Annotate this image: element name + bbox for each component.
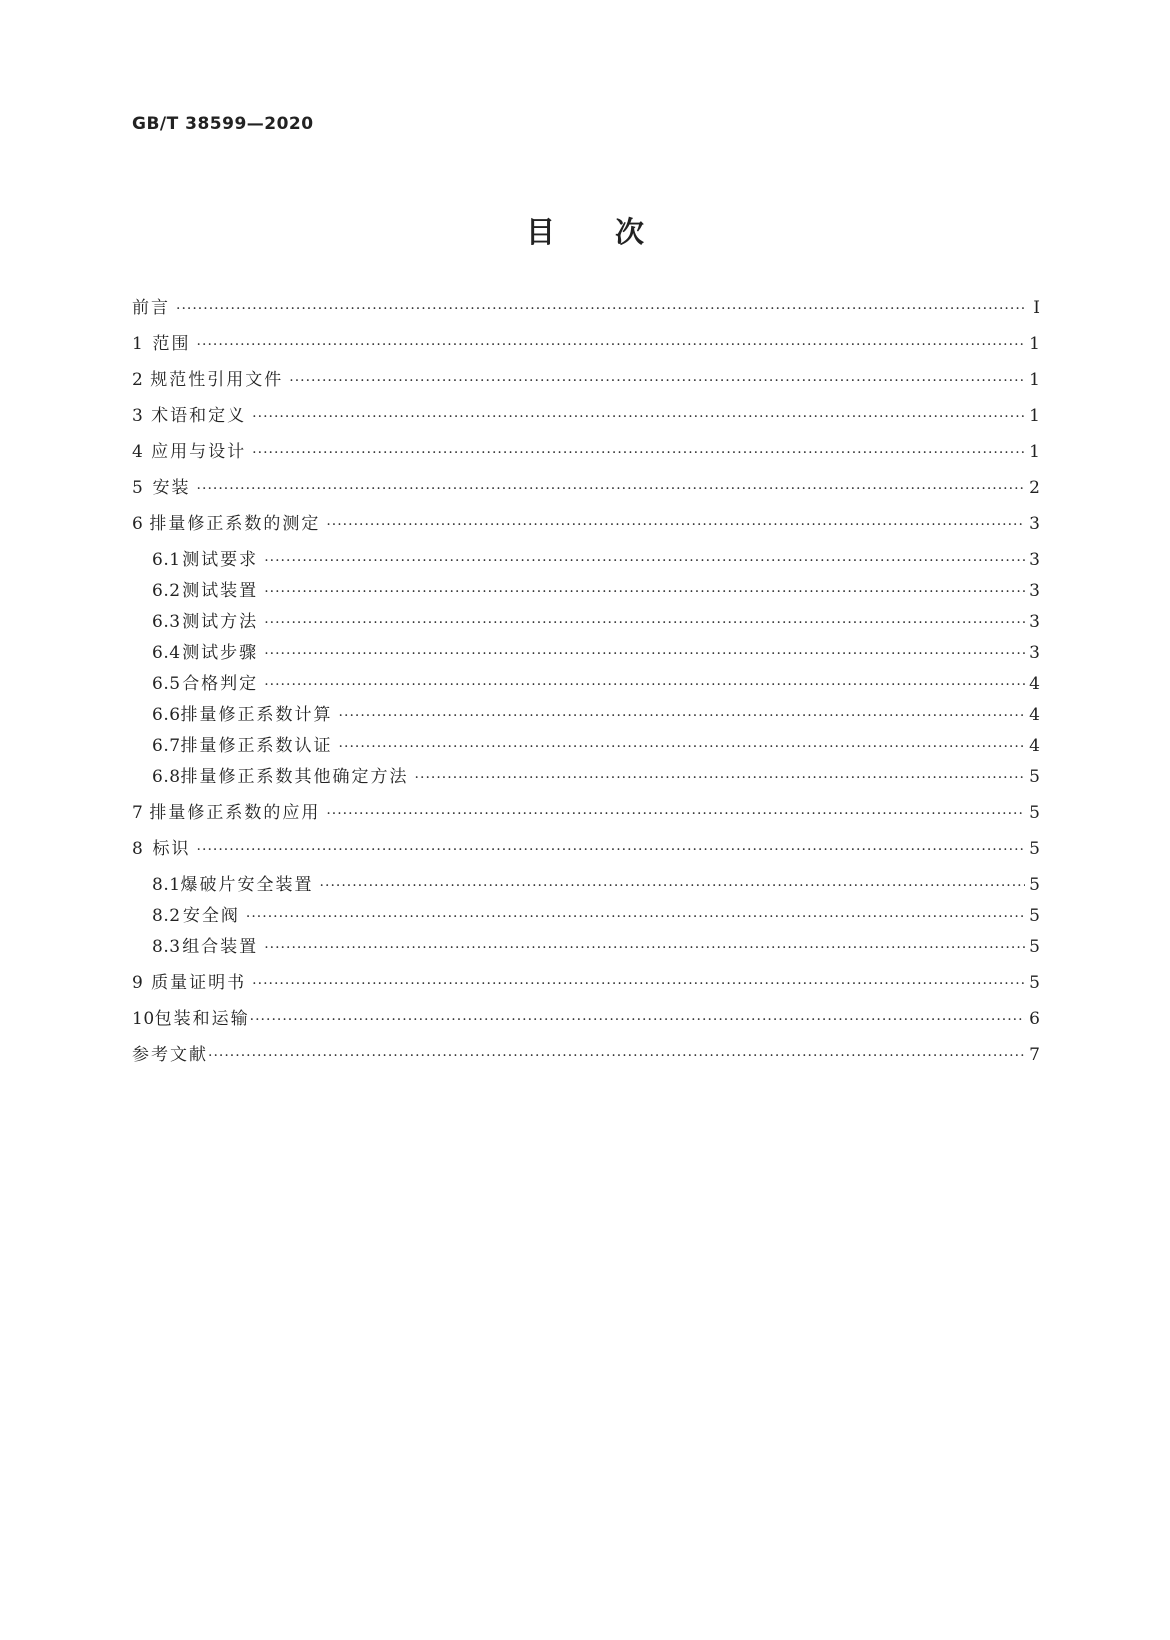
- toc-entry-number: 8: [132, 839, 144, 859]
- toc-entry-9[interactable]: [132, 971, 1040, 995]
- toc-entry-number: 1: [132, 334, 144, 354]
- toc-entry-label: 前言: [132, 298, 170, 318]
- toc-entry-label: 排量修正系数的应用: [149, 803, 321, 823]
- toc-entry-6-6[interactable]: [152, 703, 1040, 727]
- toc-entry-6-7[interactable]: [152, 734, 1040, 758]
- toc-entry-page: 1: [1029, 442, 1040, 462]
- toc-leader-dots: [339, 704, 1026, 728]
- toc-entry-number: 6.6: [152, 705, 181, 725]
- toc-entry-page: 4: [1029, 705, 1040, 725]
- toc-entry-number: 2: [132, 370, 144, 390]
- toc-entry-page: 5: [1029, 839, 1040, 859]
- toc-leader-dots: [197, 333, 1026, 357]
- toc-entry-page: 3: [1029, 612, 1040, 632]
- toc-entry-6[interactable]: [132, 512, 1040, 536]
- toc-leader-dots: [246, 905, 1025, 929]
- toc-entry-6-1[interactable]: [152, 548, 1040, 572]
- toc-entry-label: 合格判定: [182, 674, 259, 694]
- toc-entry-page: 5: [1029, 767, 1040, 787]
- toc-leader-dots: [197, 838, 1026, 862]
- toc-entry-label: 排量修正系数认证: [180, 736, 333, 756]
- toc-entry-label: 规范性引用文件: [150, 370, 284, 390]
- toc-entry-page: 1: [1029, 370, 1040, 390]
- toc-entry-label: 测试方法: [182, 612, 259, 632]
- toc-leader-dots: [339, 735, 1026, 759]
- toc-entry-page: 2: [1029, 478, 1040, 498]
- toc-entry-number: 4: [132, 442, 144, 462]
- toc-entry-number: 8.2: [152, 906, 181, 926]
- toc-entry-6-2[interactable]: [152, 579, 1040, 603]
- toc-entry-1[interactable]: [132, 332, 1040, 356]
- toc-leader-dots: [264, 673, 1025, 697]
- toc-entry-number: 6.7: [152, 736, 181, 756]
- toc-entry-number: 6.1: [152, 550, 181, 570]
- toc-entry-2[interactable]: [132, 368, 1040, 392]
- toc-entry-number: 9: [132, 973, 144, 993]
- toc-entry-number: 8.3: [152, 937, 181, 957]
- toc-leader-dots: [250, 1008, 1026, 1032]
- toc-leader-dots: [264, 549, 1025, 573]
- standard-code: GB/T 38599—2020: [132, 114, 314, 134]
- toc-entry-label: 排量修正系数计算: [180, 705, 333, 725]
- toc-entry-label: 组合装置: [182, 937, 259, 957]
- toc-entry-number: 6.4: [152, 643, 181, 663]
- toc-entry-page: 3: [1029, 550, 1040, 570]
- toc-leader-dots: [176, 297, 1026, 321]
- toc-leader-dots: [320, 874, 1026, 898]
- toc-entry-5[interactable]: [132, 476, 1040, 500]
- toc-entry-label: 测试步骤: [182, 643, 259, 663]
- toc-entry-number: 8.1: [152, 875, 181, 895]
- toc-entry-label: 安全阀: [182, 906, 240, 926]
- toc-entry-label: 术语和定义: [151, 406, 247, 426]
- toc-entry-number: 6.8: [152, 767, 181, 787]
- toc-title: 目次: [525, 215, 704, 249]
- toc-entry-number: 10: [132, 1009, 155, 1029]
- toc-leader-dots: [264, 580, 1025, 604]
- toc-entry-8-1[interactable]: [152, 873, 1040, 897]
- toc-entry-number: 6.5: [152, 674, 181, 694]
- toc-leader-dots: [252, 441, 1025, 465]
- toc-entry-label: 爆破片安全装置: [180, 875, 314, 895]
- toc-entry-3[interactable]: [132, 404, 1040, 428]
- toc-leader-dots: [326, 802, 1025, 826]
- toc-entry-page: 3: [1029, 581, 1040, 601]
- toc-leader-dots: [252, 405, 1025, 429]
- toc-entry-10[interactable]: [132, 1007, 1040, 1031]
- toc-entry-label: 标识: [152, 839, 191, 859]
- toc-entry-label: 排量修正系数其他确定方法: [180, 767, 409, 787]
- toc-entry-label: 参考文献: [132, 1045, 208, 1065]
- toc-leader-dots: [415, 766, 1026, 790]
- toc-entry-number: 6.3: [152, 612, 181, 632]
- toc-leader-dots: [208, 1044, 1025, 1068]
- toc-entry-number: 6: [132, 514, 144, 534]
- toc-entry-label: 质量证明书: [151, 973, 247, 993]
- toc-entry-6-3[interactable]: [152, 610, 1040, 634]
- toc-entry-number: 6.2: [152, 581, 181, 601]
- toc-entry-8-3[interactable]: [152, 935, 1040, 959]
- toc-entry-number: 5: [132, 478, 144, 498]
- toc-entry-references[interactable]: [132, 1043, 1040, 1067]
- toc-entry-8-2[interactable]: [152, 904, 1040, 928]
- toc-entry-page: 5: [1029, 973, 1040, 993]
- toc-entry-label: 安装: [152, 478, 191, 498]
- toc-entry-label: 测试装置: [182, 581, 259, 601]
- toc-entry-7[interactable]: [132, 801, 1040, 825]
- toc-entry-page: Ⅰ: [1033, 298, 1040, 318]
- toc-leader-dots: [326, 513, 1025, 537]
- toc-leader-dots: [197, 477, 1026, 501]
- toc-entry-page: 5: [1029, 875, 1040, 895]
- toc-leader-dots: [252, 972, 1025, 996]
- toc-entry-label: 包装和运输: [154, 1009, 250, 1029]
- toc-entry-label: 范围: [152, 334, 191, 354]
- toc-entry-foreword[interactable]: [132, 296, 1040, 320]
- toc-leader-dots: [264, 611, 1025, 635]
- toc-entry-page: 1: [1029, 406, 1040, 426]
- toc-entry-label: 应用与设计: [151, 442, 247, 462]
- toc-entry-6-4[interactable]: [152, 641, 1040, 665]
- toc-entry-number: 7: [132, 803, 144, 823]
- toc-entry-page: 5: [1029, 906, 1040, 926]
- toc-entry-number: 3: [132, 406, 144, 426]
- toc-entry-page: 1: [1029, 334, 1040, 354]
- toc-entry-6-8[interactable]: [152, 765, 1040, 789]
- toc-entry-page: 3: [1029, 643, 1040, 663]
- toc-entry-page: 3: [1029, 514, 1040, 534]
- toc-leader-dots: [289, 369, 1025, 393]
- toc-entry-8[interactable]: [132, 837, 1040, 861]
- toc-entry-page: 5: [1029, 803, 1040, 823]
- toc-entry-page: 4: [1029, 736, 1040, 756]
- toc-entry-label: 排量修正系数的测定: [149, 514, 321, 534]
- toc-entry-6-5[interactable]: [152, 672, 1040, 696]
- toc-leader-dots: [264, 642, 1025, 666]
- toc-leader-dots: [264, 936, 1025, 960]
- toc-entry-page: 6: [1029, 1009, 1040, 1029]
- toc-entry-page: 4: [1029, 674, 1040, 694]
- toc-entry-label: 测试要求: [182, 550, 259, 570]
- toc-entry-4[interactable]: [132, 440, 1040, 464]
- toc-entry-page: 7: [1029, 1045, 1040, 1065]
- toc-entry-page: 5: [1029, 937, 1040, 957]
